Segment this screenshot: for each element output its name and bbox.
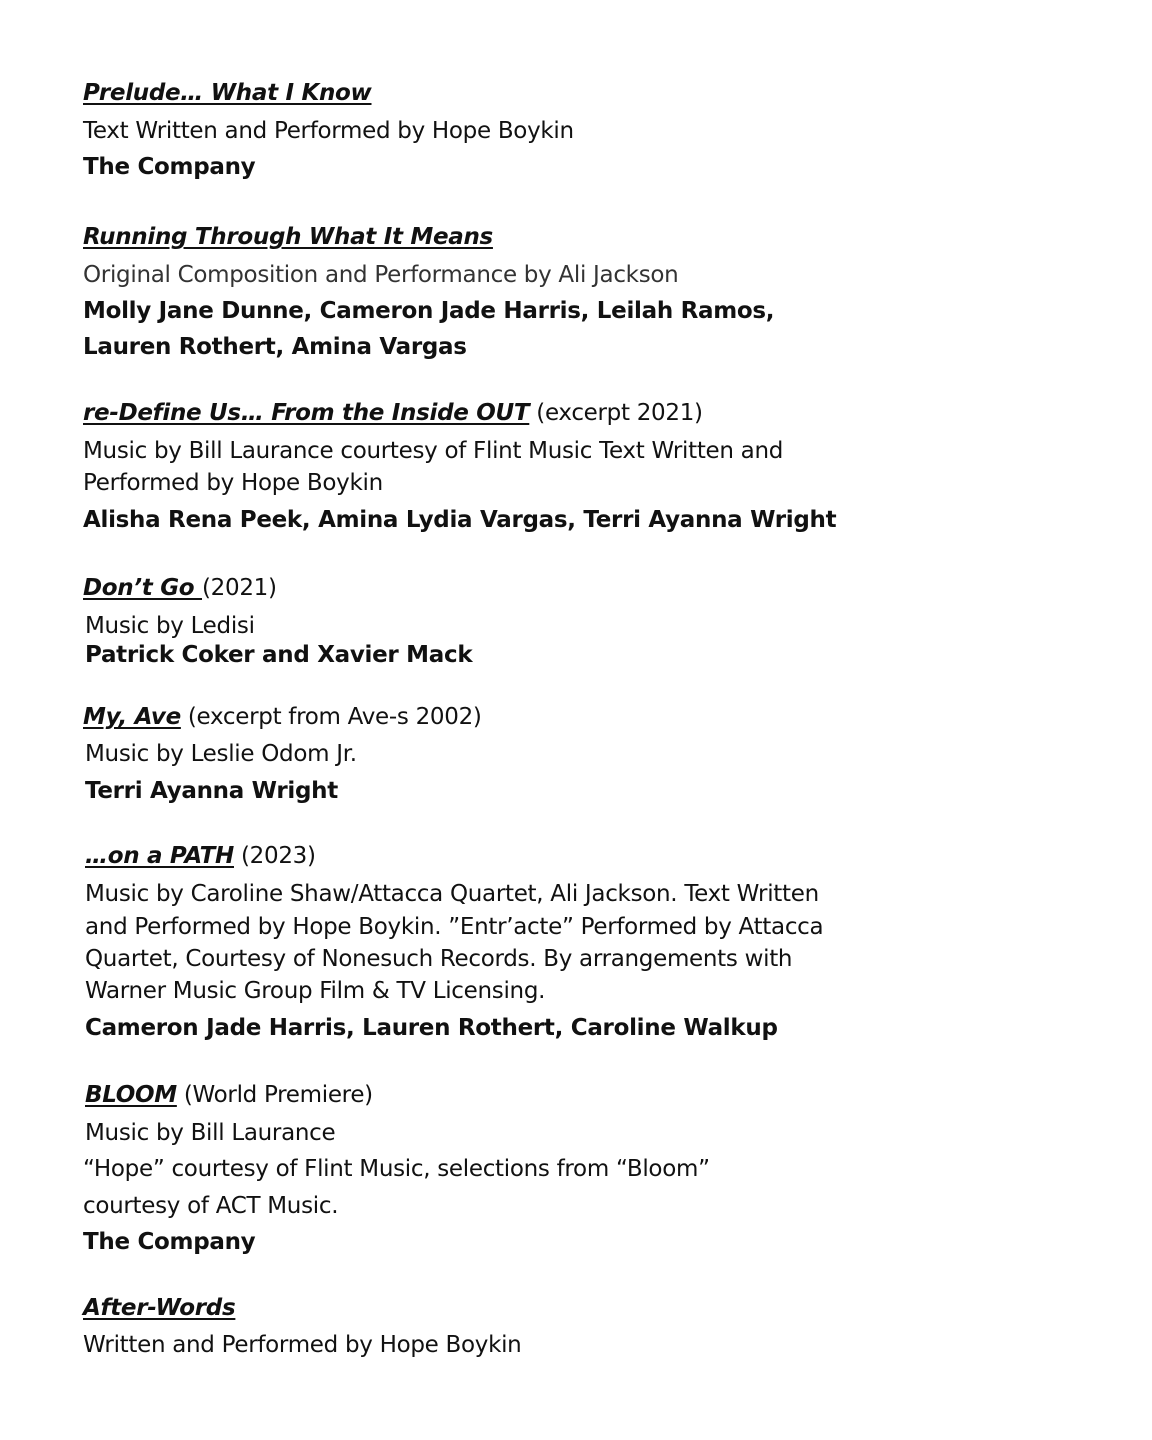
credit-line: Music by Caroline Shaw/Attacca Quartet, Ali Jackson. Text Written	[85, 881, 819, 907]
piece-title-line	[83, 573, 277, 603]
piece-title: Prelude… What I Know	[83, 80, 372, 106]
piece-title: BLOOM	[85, 1082, 177, 1108]
piece-title-line	[85, 841, 316, 871]
performer-line: Lauren Rothert, Amina Vargas	[83, 334, 467, 360]
piece-title: My, Ave	[83, 704, 181, 730]
credit-line: Written and Performed by Hope Boykin	[83, 1332, 522, 1358]
piece-title: …on a PATH	[85, 843, 234, 869]
credit-line: Music by Bill Laurance courtesy of Flint Music Text Written and	[83, 438, 784, 464]
performer-line: Alisha Rena Peek, Amina Lydia Vargas, Terri Ayanna Wright	[83, 507, 837, 533]
performer-line: Patrick Coker and Xavier Mack	[85, 642, 473, 668]
credit-line: Quartet, Courtesy of Nonesuch Records. By arrangements with	[85, 946, 793, 972]
piece-title: re-Define Us… From the Inside OUT	[83, 400, 530, 426]
credit-line: Warner Music Group Film & TV Licensing.	[85, 978, 546, 1004]
piece-note: (2023)	[234, 843, 316, 869]
piece-title-line	[85, 1080, 373, 1110]
credit-line: Text Written and Performed by Hope Boykin	[83, 118, 574, 144]
performer-line: Molly Jane Dunne, Cameron Jade Harris, Leilah Ramos,	[83, 298, 775, 324]
piece-title-line	[83, 1293, 235, 1323]
piece-note: (excerpt from Ave-s 2002)	[180, 704, 482, 730]
piece-title-line	[83, 398, 703, 428]
piece-title-line	[83, 78, 372, 108]
performer-line: Cameron Jade Harris, Lauren Rothert, Caroline Walkup	[85, 1015, 778, 1041]
piece-title: Don’t Go	[83, 575, 202, 601]
credit-line: Music by Bill Laurance	[85, 1120, 336, 1146]
credit-line: courtesy of ACT Music.	[83, 1193, 339, 1219]
performer-line: The Company	[83, 154, 256, 180]
credit-line: Performed by Hope Boykin	[83, 470, 383, 496]
piece-title: Running Through What It Means	[83, 224, 493, 250]
piece-title-line	[83, 222, 493, 252]
piece-note: (2021)	[202, 575, 277, 601]
credit-line: and Performed by Hope Boykin. ”Entr’acte” Performed by Attacca	[85, 914, 824, 940]
performer-line: Terri Ayanna Wright	[85, 778, 338, 804]
piece-note: (excerpt 2021)	[529, 400, 703, 426]
credit-line: “Hope” courtesy of Flint Music, selections from “Bloom”	[83, 1156, 710, 1182]
credit-line: Original Composition and Performance by Ali Jackson	[83, 262, 679, 288]
piece-title: After-Words	[83, 1295, 236, 1321]
credit-line: Music by Leslie Odom Jr.	[85, 741, 357, 767]
piece-title-line	[83, 702, 482, 732]
piece-note: (World Premiere)	[176, 1082, 373, 1108]
performer-line: The Company	[83, 1229, 256, 1255]
credit-line: Music by Ledisi	[85, 613, 255, 639]
